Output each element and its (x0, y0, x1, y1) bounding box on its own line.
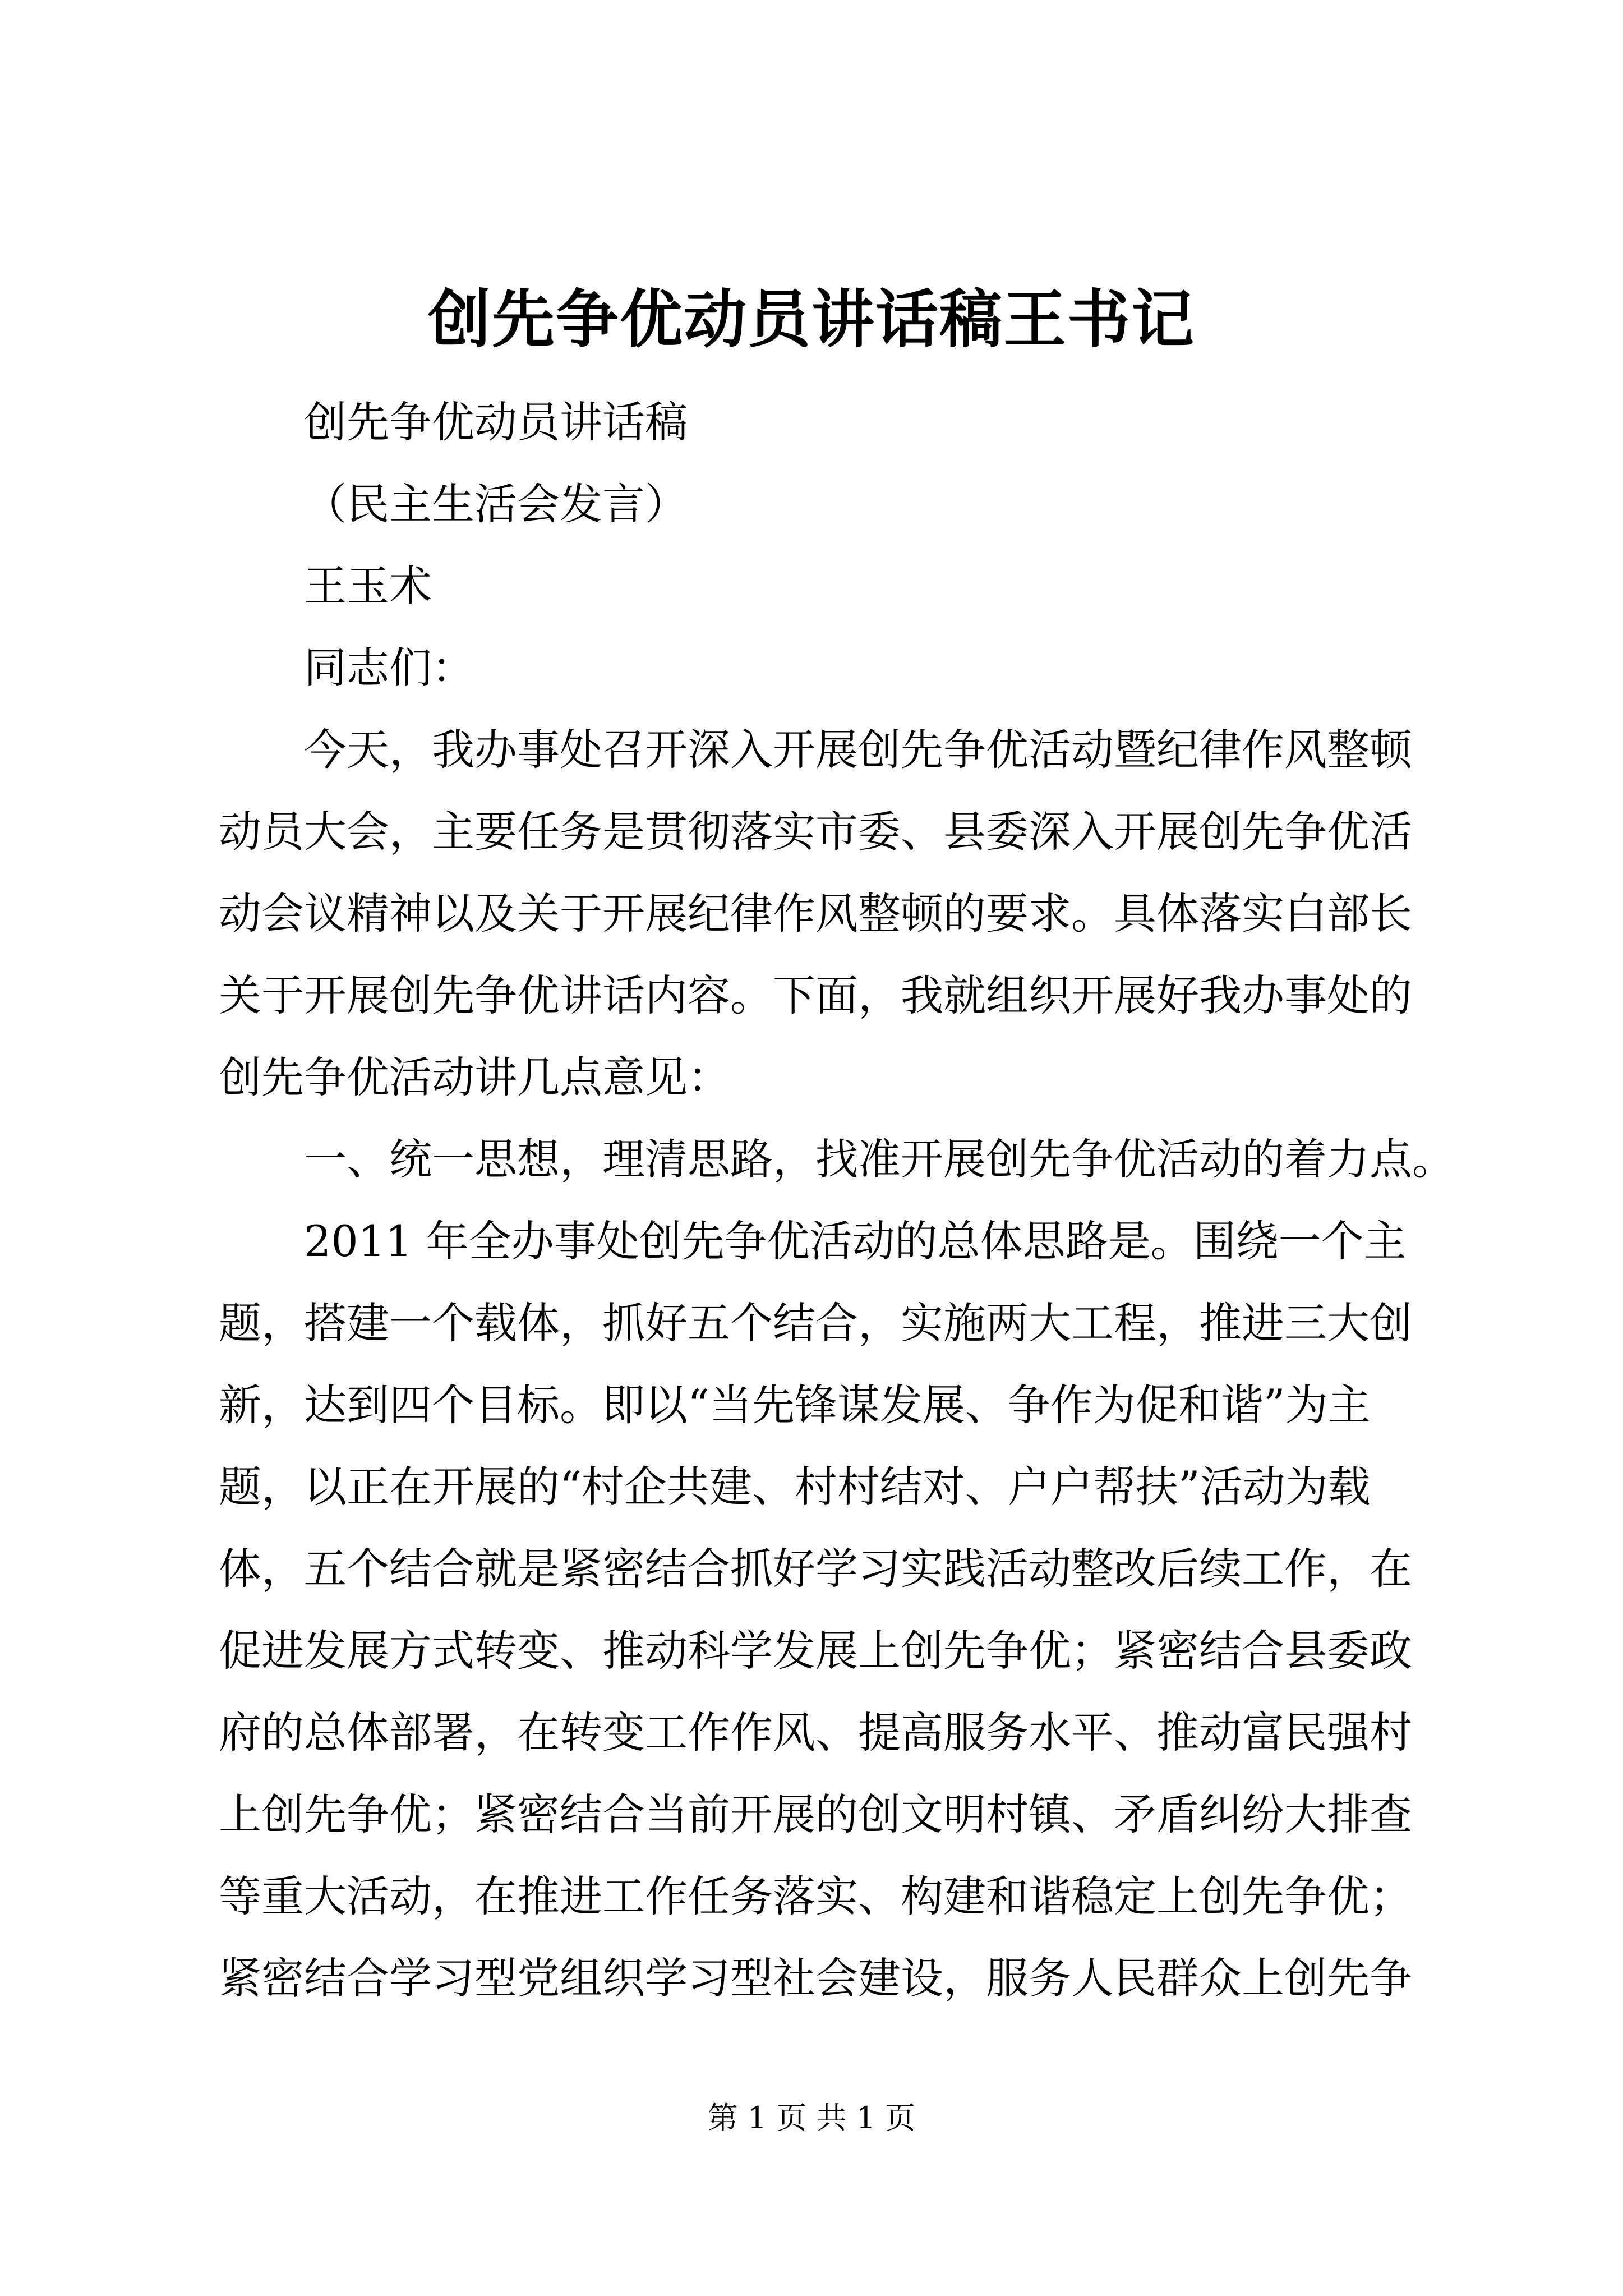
document-title: 创先争优动员讲话稿王书记 (428, 283, 1195, 356)
paragraph-line: 今天，我办事处召开深入开展创先争优活动暨纪律作风整顿 (304, 725, 1412, 775)
paragraph-line: 上创先争优；紧密结合当前开展的创文明村镇、矛盾纠纷大排查 (219, 1789, 1412, 1839)
document-body (219, 381, 1455, 2019)
subtitle-line: 创先争优动员讲话稿 (304, 397, 688, 447)
paragraph-line: 题，搭建一个载体，抓好五个结合，实施两大工程，推进三大创 (219, 1298, 1412, 1348)
section-heading: 一、统一思想，理清思路，找准开展创先争优活动的着力点。 (304, 1134, 1455, 1184)
speaker-name: 王玉术 (304, 561, 432, 611)
salutation: 同志们： (304, 643, 474, 693)
occasion-line: （民主生活会发言） (304, 479, 688, 529)
paragraph-line: 动会议精神以及关于开展纪律作风整顿的要求。具体落实白部长 (219, 889, 1412, 938)
paragraph-line: 动员大会，主要任务是贯彻落实市委、县委深入开展创先争优活 (219, 807, 1412, 857)
paragraph-line: 府的总体部署，在转变工作作风、提高服务水平、推动富民强村 (219, 1708, 1412, 1757)
page-footer: 第 1 页 共 1 页 (707, 2100, 916, 2136)
paragraph-line: 新，达到四个目标。即以“当先锋谋发展、争作为促和谐”为主 (219, 1380, 1371, 1430)
paragraph-line: 创先争优活动讲几点意见： (219, 1052, 730, 1102)
paragraph-line: 等重大活动，在推进工作任务落实、构建和谐稳定上创先争优； (219, 1871, 1412, 1921)
paragraph-line: 2011 年全办事处创先争优活动的总体思路是。围绕一个主 (304, 1216, 1407, 1266)
paragraph-line: 体，五个结合就是紧密结合抓好学习实践活动整改后续工作，在 (219, 1544, 1412, 1594)
paragraph-line: 促进发展方式转变、推动科学发展上创先争优；紧密结合县委政 (219, 1626, 1412, 1676)
paragraph-line: 关于开展创先争优讲话内容。下面，我就组织开展好我办事处的 (219, 970, 1412, 1020)
paragraph-line: 题，以正在开展的“村企共建、村村结对、户户帮扶”活动为载 (219, 1462, 1371, 1512)
paragraph-line: 紧密结合学习型党组织学习型社会建设，服务人民群众上创先争 (219, 1953, 1412, 2003)
